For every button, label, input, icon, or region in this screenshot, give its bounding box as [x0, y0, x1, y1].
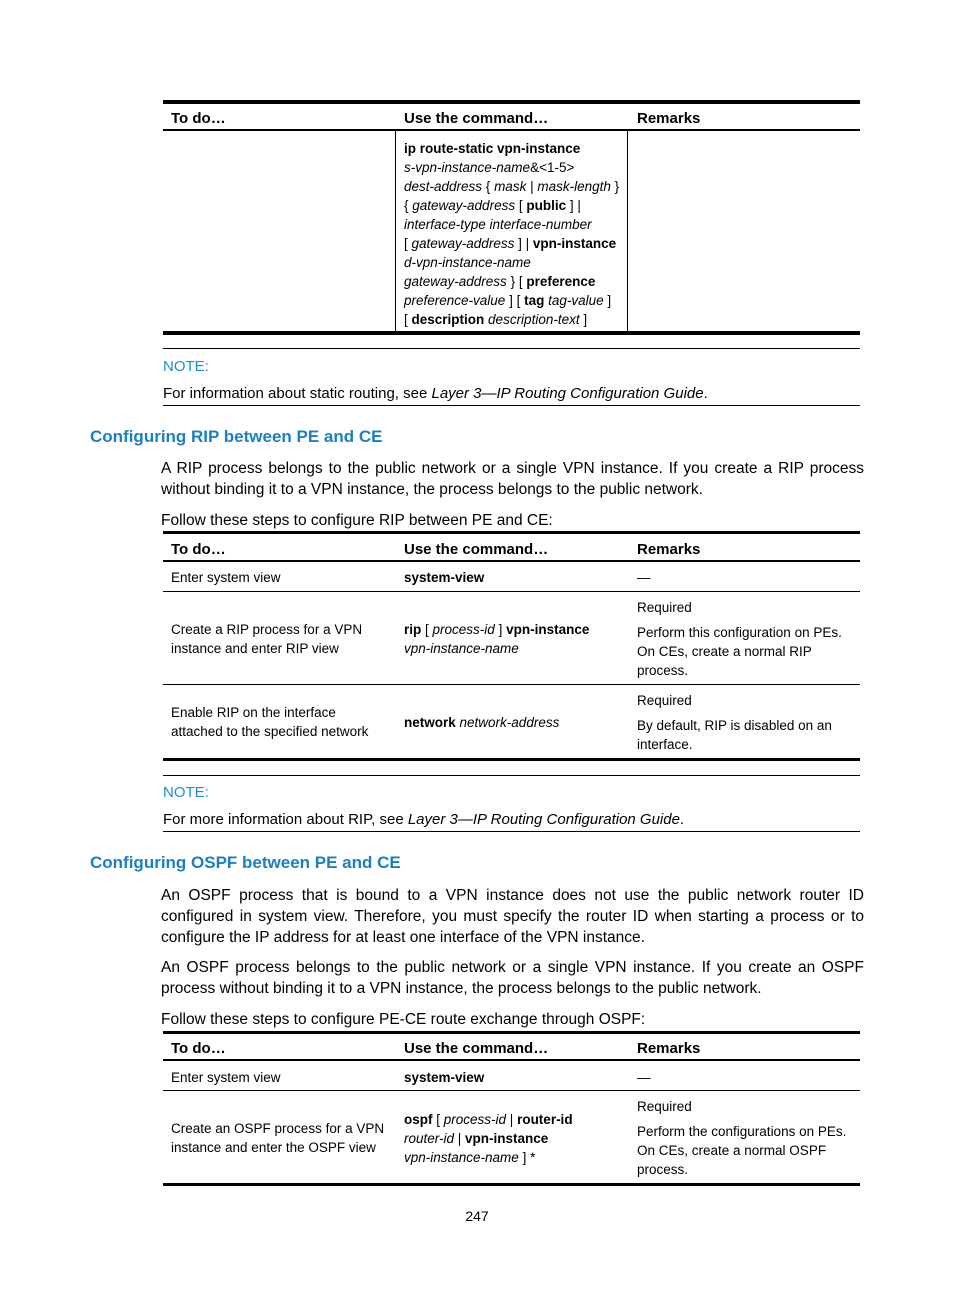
table1-top-rule	[163, 100, 860, 104]
ospf-row2-remark-detail: Perform the configurations on PEs. On CEs, create a normal OSPF process.	[637, 1124, 847, 1177]
note1-top-rule	[163, 348, 860, 349]
command-syntax-line: dest-address { mask | mask-length }	[404, 179, 620, 194]
ospf-row2-command	[404, 1110, 626, 1167]
table1-header-remarks: Remarks	[637, 110, 701, 127]
note1-bottom-rule	[163, 405, 860, 406]
command-syntax-line: { gateway-address [ public ] |	[404, 198, 581, 213]
command-syntax-line: system-view	[404, 570, 485, 585]
section-heading-ospf: Configuring OSPF between PE and CE	[90, 853, 401, 872]
ospf-table-bottom-rule	[163, 1183, 860, 1186]
note1-text: For information about static routing, see Layer 3—IP Routing Configuration Guide.	[163, 385, 708, 402]
table1-bottom-rule	[163, 331, 860, 335]
rip-paragraph: A RIP process belongs to the public network or a single VPN instance. If you create a RIP process without binding it to a VPN instance, the process belongs to the public network.	[161, 460, 864, 498]
command-syntax-line: system-view	[404, 1070, 485, 1085]
table1-col-divider	[627, 131, 628, 332]
ospf-row1-command	[404, 1068, 626, 1087]
ospf-table-header-rule	[163, 1059, 860, 1061]
ospf-table-header-command: Use the command…	[404, 1040, 549, 1057]
rip-table-header-rule	[163, 560, 860, 562]
ospf-table-header-remarks: Remarks	[637, 1040, 701, 1057]
command-syntax-line: vpn-instance-name ] *	[404, 1150, 536, 1165]
rip-row-divider	[163, 684, 860, 685]
ospf-table-top-rule	[163, 1031, 860, 1034]
rip-steps-intro: Follow these steps to configure RIP between PE and CE:	[161, 512, 553, 529]
command-syntax-line: [ description description-text ]	[404, 312, 588, 327]
command-syntax-line: vpn-instance-name	[404, 641, 519, 656]
section-heading-rip: Configuring RIP between PE and CE	[90, 427, 383, 446]
command-syntax-line: ip route-static vpn-instance	[404, 141, 581, 156]
ospf-row2-todo: Create an OSPF process for a VPN instance and enter the OSPF view	[171, 1121, 385, 1155]
rip-row-divider	[163, 591, 860, 592]
command-syntax-line: s-vpn-instance-name&<1-5>	[404, 160, 575, 175]
rip-table-header-todo: To do…	[171, 541, 226, 558]
table1-col-divider	[395, 131, 396, 332]
rip-table-bottom-rule	[163, 758, 860, 761]
rip-row3-remark-detail: By default, RIP is disabled on an interface.	[637, 718, 832, 752]
table1-header-rule	[163, 129, 860, 131]
ospf-paragraph-2: An OSPF process belongs to the public network or a single VPN instance. If you create an OSPF process without binding it to a VPN instance, the process belongs to the public network.	[161, 959, 864, 997]
command-syntax-line: rip [ process-id ] vpn-instance	[404, 622, 590, 637]
rip-row2-command	[404, 620, 626, 658]
table1-header-command: Use the command…	[404, 110, 549, 127]
rip-row2-remark-required: Required	[637, 600, 692, 615]
rip-row3-remark-required: Required	[637, 693, 692, 708]
command-syntax-line: gateway-address } [ preference	[404, 274, 596, 289]
ospf-row2-remark-required: Required	[637, 1099, 692, 1114]
ospf-row1-remark: —	[637, 1070, 651, 1085]
command-syntax-line: [ gateway-address ] | vpn-instance	[404, 236, 617, 251]
command-syntax-line: ospf [ process-id | router-id	[404, 1112, 573, 1127]
ospf-row-divider	[163, 1090, 860, 1091]
command-syntax-line: router-id | vpn-instance	[404, 1131, 549, 1146]
rip-row1-todo: Enter system view	[171, 570, 281, 585]
ospf-table-header-todo: To do…	[171, 1040, 226, 1057]
ospf-paragraph-1: An OSPF process that is bound to a VPN instance does not use the public network router ID configured in system view. Therefore, you must specify the router ID when starting a process or to configure the IP address for at least one interface of the VPN instance.	[161, 887, 864, 946]
ospf-row1-todo: Enter system view	[171, 1070, 281, 1085]
table1-header-todo: To do…	[171, 110, 226, 127]
rip-row3-command	[404, 713, 626, 732]
rip-row1-remark: —	[637, 570, 651, 585]
command-syntax-line: d-vpn-instance-name	[404, 255, 531, 270]
table1-command-cell	[404, 139, 626, 329]
note2-ref: Layer 3—IP Routing Configuration Guide	[407, 811, 680, 828]
page-number: 247	[465, 1208, 489, 1224]
rip-row2-todo: Create a RIP process for a VPN instance and enter RIP view	[171, 622, 363, 656]
rip-row3-todo: Enable RIP on the interface attached to the specified network	[171, 705, 369, 739]
note1-ref: Layer 3—IP Routing Configuration Guide	[431, 385, 704, 402]
command-syntax-line: preference-value ] [ tag tag-value ]	[404, 293, 612, 308]
rip-table-header-command: Use the command…	[404, 541, 549, 558]
note1-label: NOTE:	[163, 358, 209, 375]
rip-table-header-remarks: Remarks	[637, 541, 701, 558]
note2-bottom-rule	[163, 831, 860, 832]
note2-label: NOTE:	[163, 784, 209, 801]
note2-text: For more information about RIP, see Layer 3—IP Routing Configuration Guide.	[163, 811, 685, 828]
rip-row2-remark-detail: Perform this configuration on PEs. On CEs, create a normal RIP process.	[637, 625, 842, 678]
note2-top-rule	[163, 775, 860, 776]
ospf-steps-intro: Follow these steps to configure PE-CE route exchange through OSPF:	[161, 1011, 646, 1028]
command-syntax-line: interface-type interface-number	[404, 217, 592, 232]
command-syntax-line: network network-address	[404, 715, 560, 730]
rip-table-top-rule	[163, 531, 860, 534]
rip-row1-command	[404, 568, 626, 587]
